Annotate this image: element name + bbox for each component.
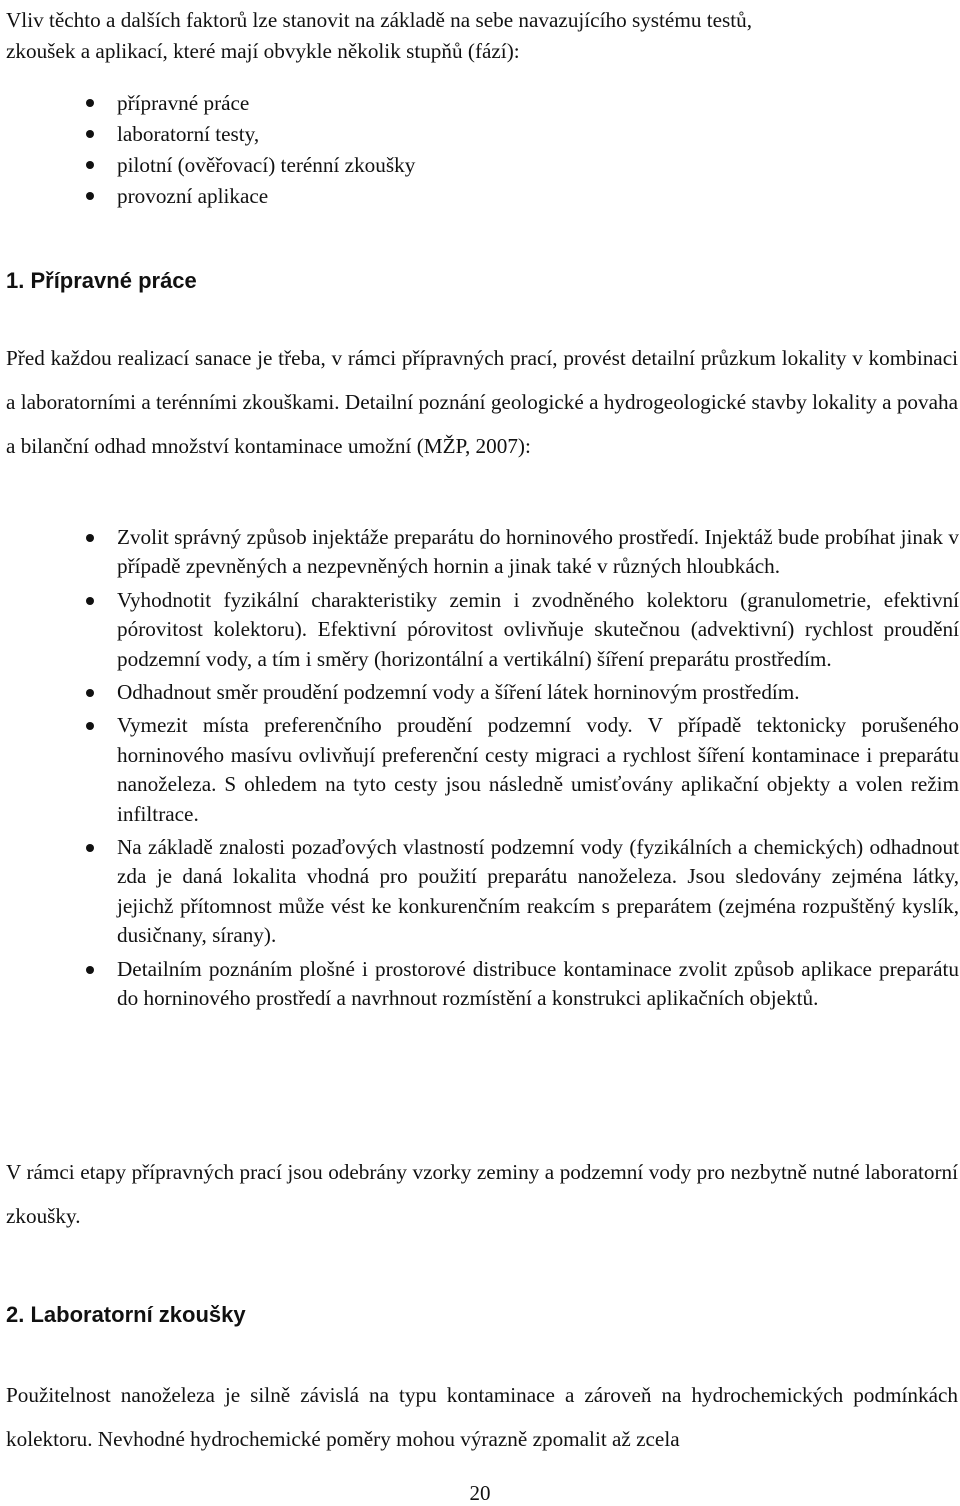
list-item: [0, 152, 960, 183]
list-item: [0, 955, 960, 1014]
bullet-icon: [86, 966, 94, 974]
list-item-text: přípravné práce: [117, 91, 250, 115]
list-item: [0, 121, 960, 152]
list-item: [0, 711, 960, 829]
bullet-icon: [86, 689, 94, 697]
section2-paragraph: Použitelnost nanoželeza je silně závislá na typu kontaminace a zároveň na hydrochemických podmínkách kolektoru. Nevhodné hydrochemické poměry mohou výrazně zpomalit až zcela: [6, 1383, 958, 1451]
bullet-icon: [86, 534, 94, 542]
list-item-text: Zvolit správný způsob injektáže preparátu do horninového prostředí. Injektáž bude probíhat jinak v případě zpevněných a nezpevněných hornin a jinak také v různých hloubkách.: [117, 525, 959, 579]
page-number: 20: [469, 1481, 491, 1505]
list-item: [0, 586, 960, 674]
section-heading-1: 1. Přípravné práce: [6, 268, 197, 293]
list-item: [0, 833, 960, 951]
list-item-text: laboratorní testy,: [117, 122, 260, 146]
bullet-icon: [86, 597, 94, 605]
section1-closing: V rámci etapy přípravných prací jsou odebrány vzorky zeminy a podzemní vody pro nezbytně nutné laboratorní zkoušky.: [6, 1160, 958, 1228]
list-item-text: Detailním poznáním plošné i prostorové distribuce kontaminace zvolit způsob aplikace preparátu do horninového prostředí a navrhnout rozmístění a konstrukci aplikačních objektů.: [117, 956, 959, 1011]
bullet-icon: [86, 99, 94, 107]
list-item-text: Odhadnout směr proudění podzemní vody a šíření látek horninovým prostředím.: [117, 680, 800, 705]
list-item-text: Vymezit místa preferenčního proudění podzemní vody. V případě tektonicky porušeného horninového masívu ovlivňují preferenční cesty migraci a rychlost šíření kontaminace i preparátu nanoželeza. S ohledem na tyto cesty jsou následně umisťovány aplikační objekty a volen režim infiltrace.: [117, 713, 959, 826]
bullet-icon: [86, 192, 94, 200]
bullet-icon: [86, 161, 94, 169]
list-item: [0, 523, 960, 582]
list-item: [0, 90, 960, 121]
intro-line-1: Vliv těchto a dalších faktorů lze stanovit na základě na sebe navazujícího systému testů,: [6, 8, 753, 32]
phases-list: [0, 90, 960, 214]
list-item-text: pilotní (ověřovací) terénní zkoušky: [117, 153, 416, 177]
section1-paragraph: Před každou realizací sanace je třeba, v rámci přípravných prací, provést detailní průzkum lokality v kombinaci a laboratorními a terénními zkouškami. Detailní poznání geologické a hydrogeologické stavby lokality a povaha a bilanční odhad množství kontaminace umožní (MŽP, 2007):: [6, 346, 958, 458]
bullet-icon: [86, 844, 94, 852]
list-item-text: Na základě znalosti pozaďových vlastností podzemní vody (fyzikálních a chemických) odhadnout zda je daná lokalita vhodná pro použití preparátu nanoželeza. Jsou sledovány zejména látky, jejichž přítomnost může vést ke konkurenčním reakcím s preparátem (zejména rozpuštěný kyslík, dusičnany, sírany).: [117, 835, 959, 948]
bullet-icon: [86, 130, 94, 138]
section1-list: [0, 523, 960, 1018]
list-item-text: provozní aplikace: [117, 184, 269, 208]
list-item: [0, 183, 960, 214]
list-item-text: Vyhodnotit fyzikální charakteristiky zemin i zvodněného kolektoru (granulometrie, efektivní pórovitost kolektoru). Efektivní pórovitost ovlivňuje skutečnou (advektivní) rychlost proudění podzemní vody, a tím i směry (horizontální a vertikální) šíření preparátu prostředím.: [117, 587, 959, 671]
list-item: [0, 678, 960, 707]
section-heading-2: 2. Laboratorní zkoušky: [6, 1302, 246, 1327]
intro-line-2: zkoušek a aplikací, které mají obvykle několik stupňů (fází):: [6, 39, 520, 63]
bullet-icon: [86, 722, 94, 730]
